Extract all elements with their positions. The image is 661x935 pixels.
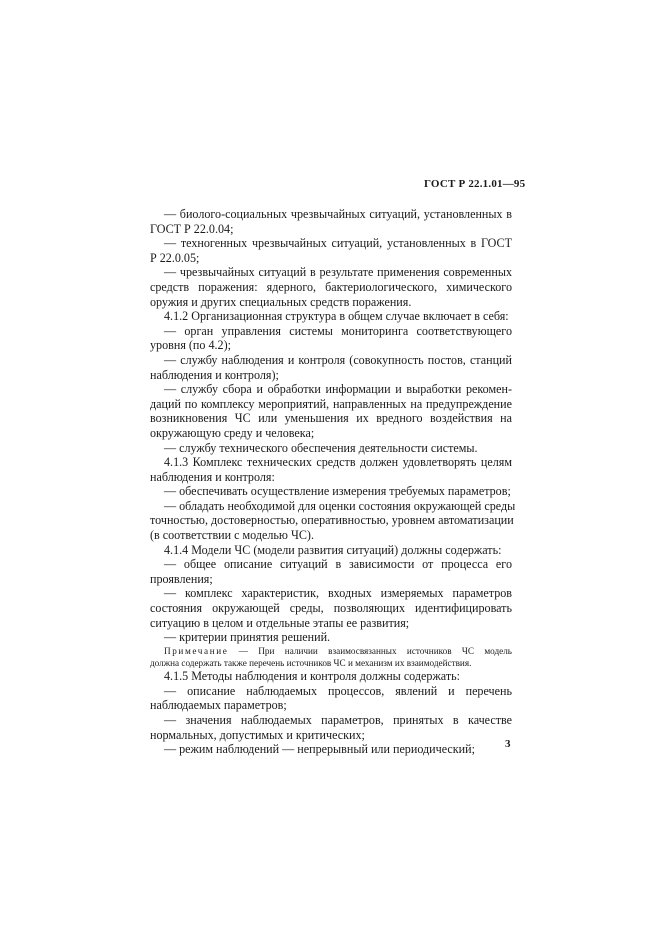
text-line: (в соответствии с моделью ЧС). (150, 528, 314, 543)
text-line: Р 22.0.05; (150, 250, 200, 265)
text-line: — описание наблюдаемых процессов, явлений и перечень (164, 683, 512, 698)
body-section-2 (150, 669, 512, 757)
paragraph (150, 441, 512, 456)
paragraph (150, 309, 512, 324)
text-line: нормальных, допустимых и критических; (150, 727, 365, 742)
note-text-1: — При наличии взаимосвязанных источников ЧС модель (228, 645, 512, 656)
paragraph (150, 265, 512, 309)
text-line: — техногенных чрезвычайных ситуаций, установленных в ГОСТ (164, 236, 512, 251)
text-line: — комплекс характеристик, входных измеряемых параметров (164, 586, 512, 601)
paragraph (150, 324, 512, 353)
text-line: средств поражения: ядерного, бактериологического, химического (150, 279, 512, 294)
paragraph (150, 353, 512, 382)
paragraph (150, 713, 512, 742)
paragraph (150, 236, 512, 265)
note-line-2: должна содержать также перечень источников ЧС и механизм их взаимодействия. (150, 658, 472, 668)
text-line: 4.1.2 Организационная структура в общем случае включает в себя: (164, 309, 509, 324)
text-line: — службу технического обеспечения деятельности системы. (164, 440, 478, 455)
paragraph (150, 557, 512, 586)
text-line: состояния окружающей среды, позволяющих идентифицировать (150, 601, 512, 616)
text-line: — критерии принятия решений. (164, 630, 331, 645)
paragraph (150, 484, 512, 499)
paragraph (150, 543, 512, 558)
text-line: — общее описание ситуаций в зависимости от процесса его (164, 557, 512, 572)
text-line: наблюдения и контроля: (150, 469, 275, 484)
paragraph (150, 684, 512, 713)
page-number: 3 (505, 738, 511, 750)
text-line: даций по комплексу мероприятий, направленных на предупреждение (150, 396, 512, 411)
text-line: 4.1.5 Методы наблюдения и контроля должны содержать: (164, 669, 461, 684)
text-line: проявления; (150, 571, 213, 586)
note-line-1 (150, 645, 512, 657)
text-line: окружающую среду и человека; (150, 425, 315, 440)
text-line: точностью, достоверностью, оперативностью, уровнем автоматизации (150, 513, 514, 528)
text-line: — службу наблюдения и контроля (совокупность постов, станций (164, 352, 512, 367)
paragraph (150, 455, 512, 484)
text-line: уровня (по 4.2); (150, 338, 231, 353)
text-line: — биолого-социальных чрезвычайных ситуаций, установленных в (164, 207, 512, 221)
text-line: наблюдаемых параметров; (150, 698, 287, 713)
text-line: ГОСТ Р 22.0.04; (150, 221, 234, 236)
note-label: Примечание (164, 645, 229, 656)
paragraph (150, 207, 512, 236)
text-line: наблюдения и контроля); (150, 367, 279, 382)
paragraph (150, 586, 512, 630)
text-line: оружия и других специальных средств поражения. (150, 294, 412, 309)
body-section-1 (150, 207, 516, 645)
paragraph (150, 630, 512, 645)
text-line: — обеспечивать осуществление измерения требуемых параметров; (164, 484, 511, 499)
body-text (150, 207, 516, 757)
text-line: — обладать необходимой для оценки состояния окружающей среды (164, 498, 516, 513)
text-line: 4.1.3 Комплекс технических средств должен удовлетворять целям (164, 455, 512, 470)
paragraph (150, 382, 512, 440)
text-line: — режим наблюдений — непрерывный или периодический; (164, 742, 475, 757)
paragraph (150, 498, 516, 543)
text-line: 4.1.4 Модели ЧС (модели развития ситуаций) должны содержать: (164, 542, 502, 557)
text-line: ситуацию в целом и отдельные этапы ее развития; (150, 615, 410, 630)
text-line: — значения наблюдаемых параметров, принятых в качестве (164, 712, 512, 727)
document-code-header: ГОСТ Р 22.1.01—95 (424, 178, 526, 190)
text-line: возникновения ЧС или уменьшения их вредного воздействия на (150, 411, 512, 426)
paragraph (150, 669, 512, 684)
text-line: — чрезвычайных ситуаций в результате применения современных (164, 265, 512, 280)
paragraph (150, 742, 512, 757)
text-line: — орган управления системы мониторинга соответствующего (164, 323, 512, 338)
note-paragraph (150, 645, 512, 669)
text-line: — службу сбора и обработки информации и выработки рекомен- (164, 382, 512, 397)
